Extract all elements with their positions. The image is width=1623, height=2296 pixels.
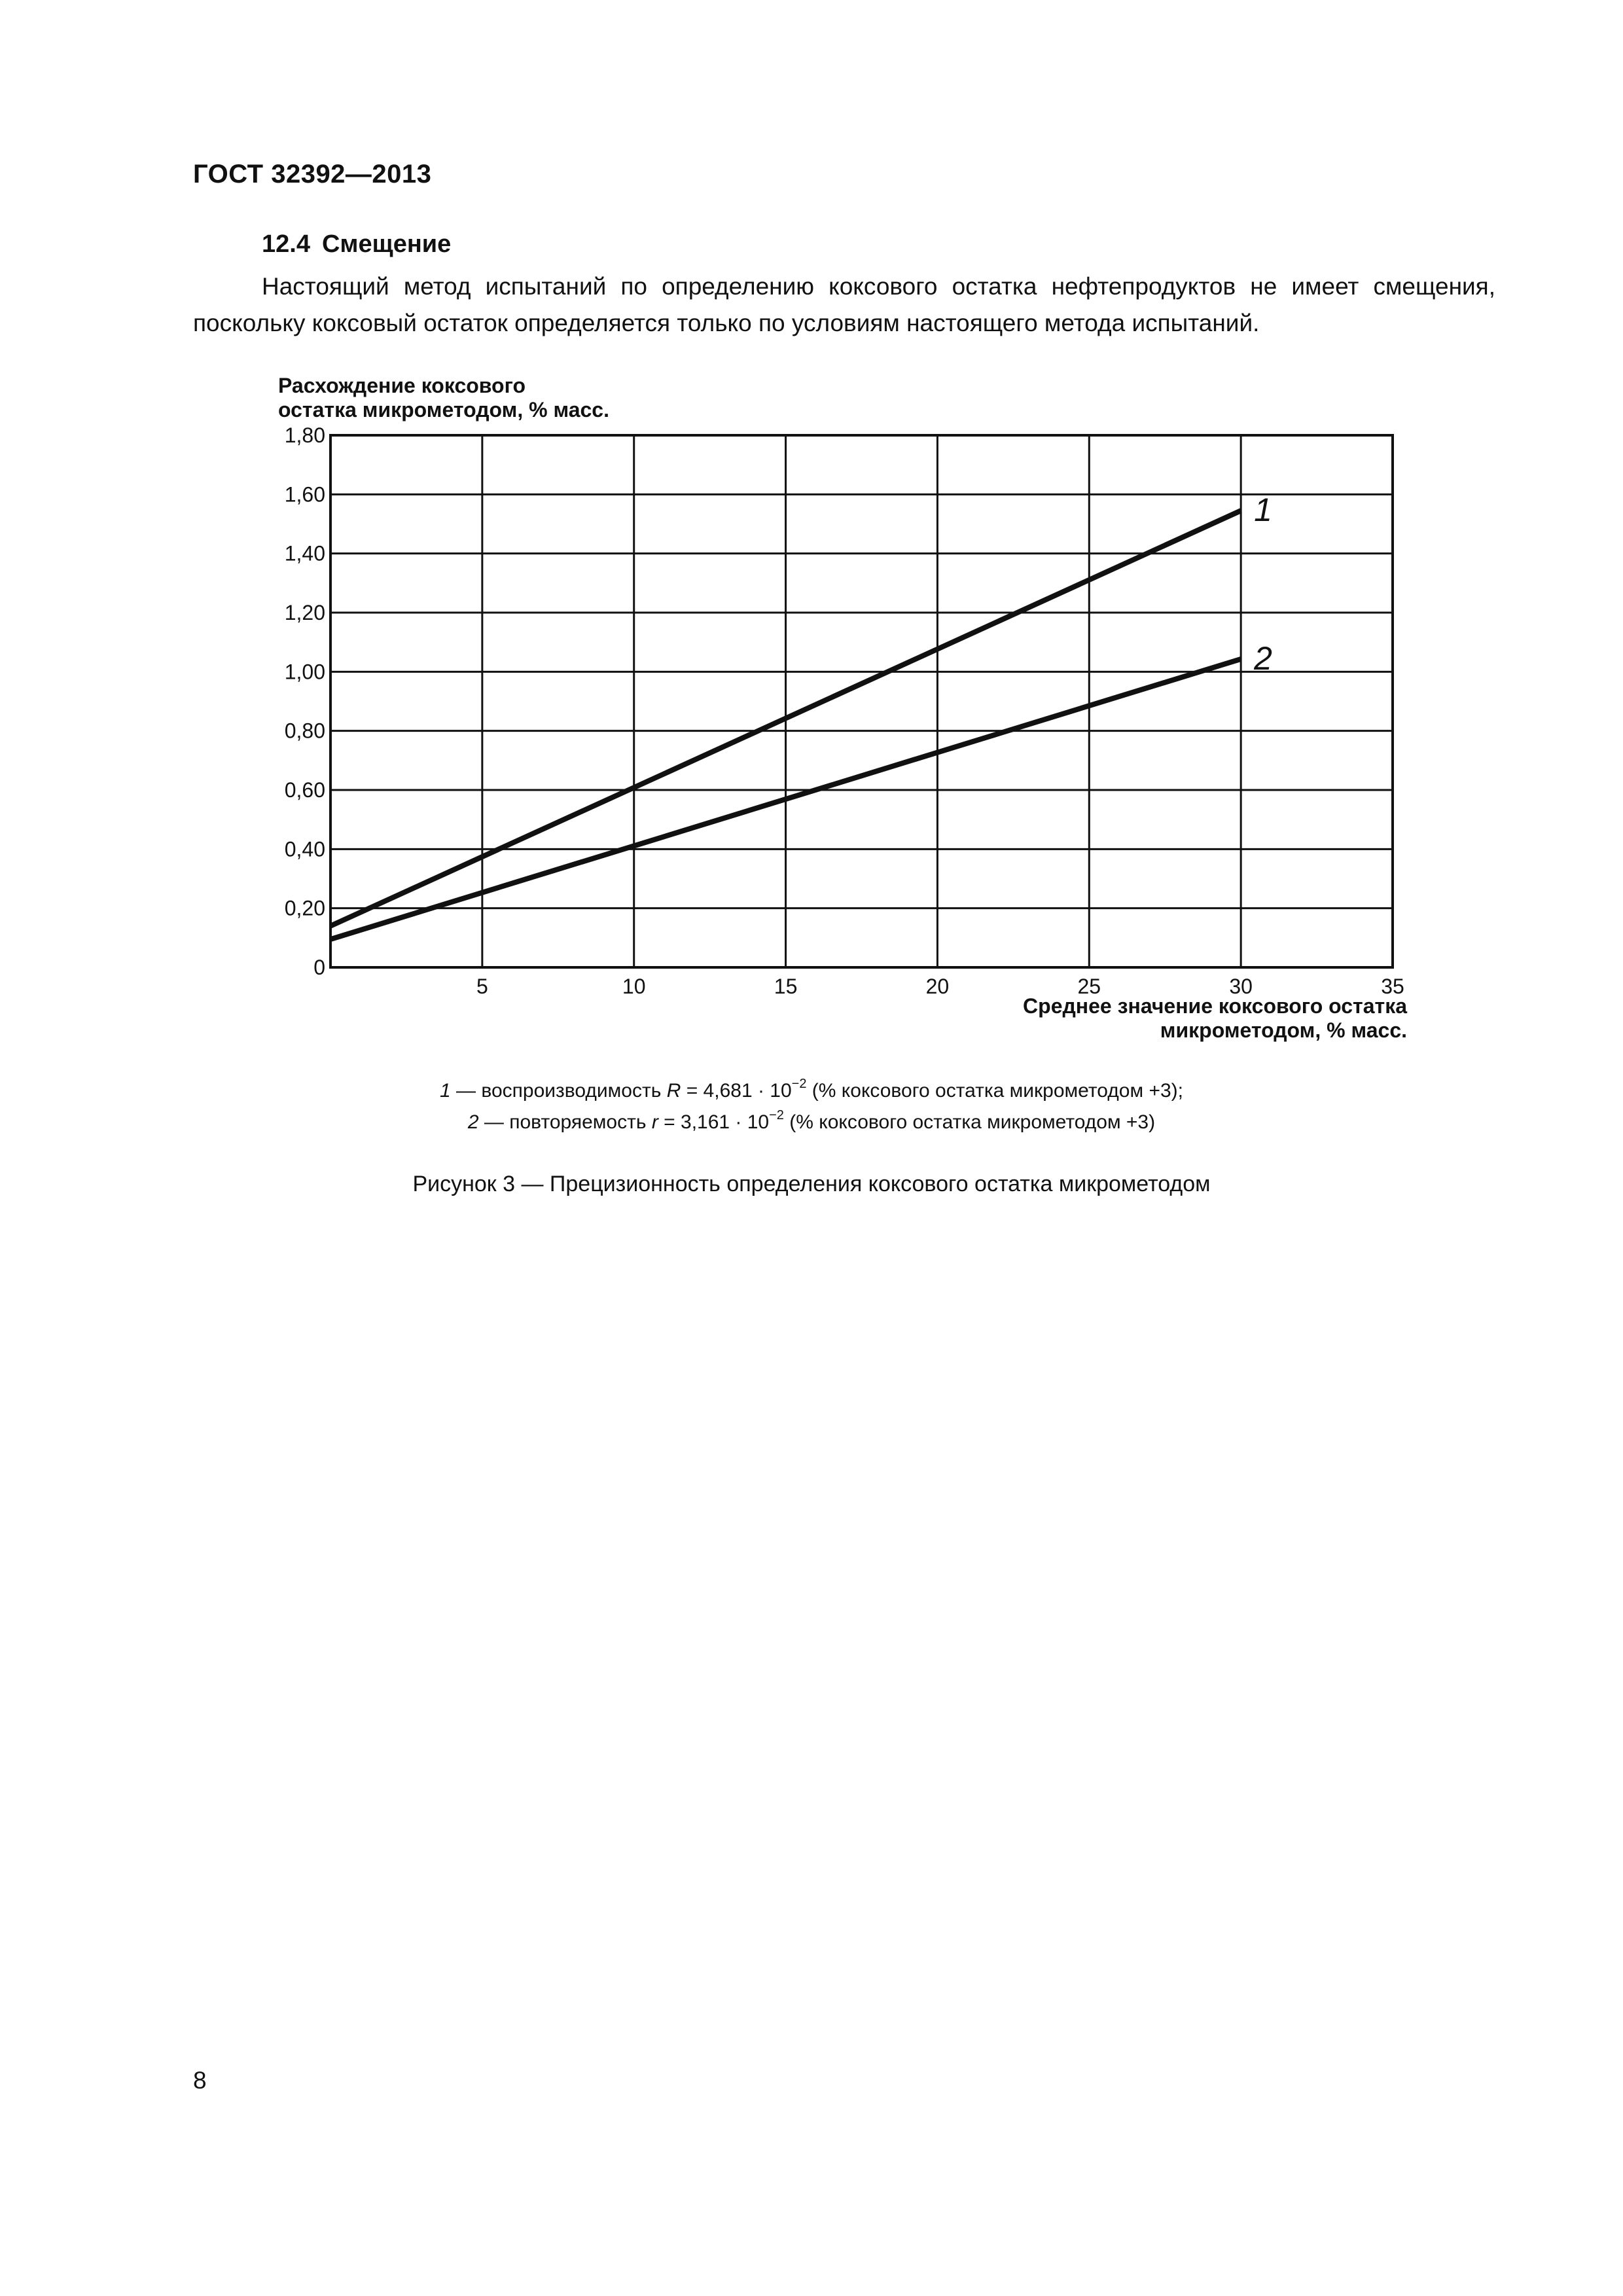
legend-item-2 [0, 1108, 1623, 1134]
paragraph-text: Настоящий метод испытаний по определению коксового остатка нефтепродуктов не имеет смещения, поскольку коксовый остаток определяется только по условиям настоящего метода испытаний. [193, 273, 1495, 336]
x-axis-label-line: микрометодом, % масс. [1160, 1018, 1407, 1042]
series-label-2: 2 [1254, 639, 1272, 677]
y-tick-label: 1,40 [284, 541, 325, 565]
legend-unit: (% коксового остатка микрометодом +3) [783, 1111, 1156, 1133]
legend-id: 1 [440, 1080, 451, 1102]
series-label-1: 1 [1254, 492, 1272, 529]
section-number: 12.4 [262, 230, 310, 258]
x-tick-label: 10 [622, 975, 646, 998]
x-tick-label: 20 [925, 975, 950, 998]
section-title: Смещение [321, 230, 452, 258]
legend-value: = 3,161 · 10 [658, 1111, 770, 1133]
legend-value: = 4,681 · 10 [681, 1080, 792, 1102]
y-tick-label: 0,60 [284, 778, 325, 802]
y-tick-label: 0 [313, 956, 325, 979]
y-tick-label: 1,00 [284, 660, 325, 684]
y-tick-label: 1,60 [284, 482, 325, 507]
y-tick-label: 1,80 [284, 423, 325, 447]
document-header: ГОСТ 32392—2013 [193, 160, 432, 188]
x-tick-label: 30 [1229, 975, 1253, 998]
chart-labels [278, 374, 1407, 1042]
legend-id: 2 [467, 1111, 479, 1133]
x-tick-label: 35 [1381, 975, 1404, 998]
chart-ticks [285, 423, 1404, 998]
legend-exponent: −2 [791, 1077, 807, 1091]
figure-caption: Рисунок 3 — Прецизионность определения коксового остатка микрометодом [412, 1172, 1211, 1196]
y-tick-label: 0,80 [284, 719, 325, 743]
x-tick-label: 15 [774, 975, 798, 998]
x-tick-label: 25 [1077, 975, 1101, 998]
y-tick-label: 0,40 [284, 837, 325, 861]
legend-text: — воспроизводимость [450, 1080, 667, 1102]
legend-text: — повторяемость [478, 1111, 652, 1133]
chart-series [330, 492, 1272, 939]
y-axis-label-line: остатка микрометодом, % масс. [278, 398, 609, 422]
legend-item-1 [0, 1077, 1623, 1102]
legend-unit: (% коксового остатка микрометодом +3); [806, 1080, 1183, 1102]
x-tick-label: 5 [476, 975, 488, 998]
page-number: 8 [193, 2067, 207, 2094]
y-tick-label: 0,20 [284, 896, 325, 920]
y-axis-label-line: Расхождение коксового [278, 374, 526, 397]
x-axis-label-line: Среднее значение коксового остатка [1023, 994, 1407, 1018]
legend-exponent: −2 [769, 1108, 784, 1122]
legend-variable: r [651, 1111, 658, 1133]
legend-variable: R [666, 1080, 681, 1102]
y-tick-label: 1,20 [284, 601, 325, 624]
